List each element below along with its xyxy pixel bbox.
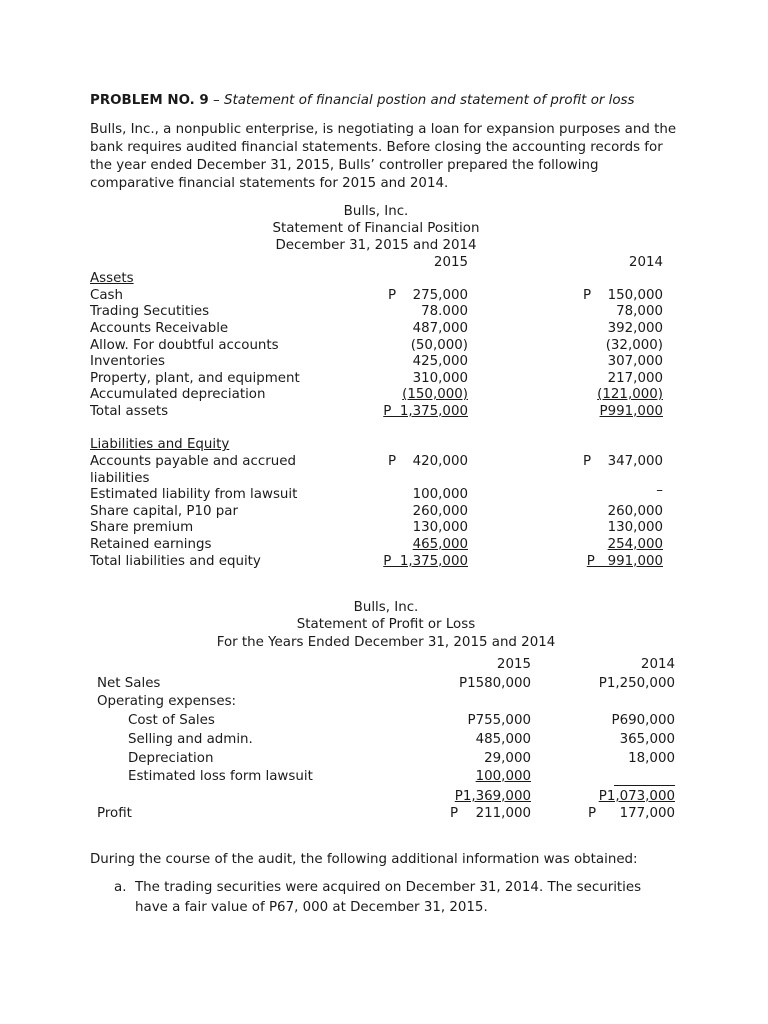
spl-title: Statement of Profit or Loss <box>296 617 476 632</box>
sfp-date: December 31, 2015 and 2014 <box>275 238 477 253</box>
opex-label: Depreciation <box>128 751 214 766</box>
sfp-year-2014: 2014 <box>628 255 663 270</box>
problem-dash: – <box>208 93 224 108</box>
asset-label: Cash <box>90 288 124 303</box>
opex-value-2015: 485,000 <box>475 732 531 747</box>
opex-value-2014: P690,000 <box>611 713 675 728</box>
problem-number: PROBLEM NO. 9 <box>90 93 209 108</box>
profit-2015-cell <box>450 806 531 822</box>
total-opex-2015: P1,369,000 <box>454 789 531 804</box>
liab-peso-2015: P <box>388 454 397 469</box>
liab-value-2015: P 1,375,000 <box>383 554 468 569</box>
liab-value-2015: 100,000 <box>412 487 468 502</box>
problem-title: Statement of financial postion and statement of profit or loss <box>223 93 635 108</box>
liab-value-2014: 260,000 <box>607 504 663 519</box>
spl-company: Bulls, Inc. <box>353 600 419 615</box>
asset-value-2014: 392,000 <box>607 321 663 336</box>
asset-label: Property, plant, and equipment <box>90 371 300 386</box>
liab-value-2014: 347,000 <box>607 454 663 469</box>
net-sales-label: Net Sales <box>97 676 161 691</box>
liab-label: Share premium <box>90 520 194 535</box>
opex-value-2014: 18,000 <box>628 751 675 766</box>
liab-value-2014: – <box>656 483 663 498</box>
profit-2014-cell <box>588 806 675 822</box>
opex-label: Selling and admin. <box>128 732 253 747</box>
spl-year-2014: 2014 <box>640 657 675 672</box>
liab-value-2015: 260,000 <box>412 504 468 519</box>
asset-label: Accumulated depreciation <box>90 387 266 402</box>
spl-period: For the Years Ended December 31, 2015 and 2014 <box>216 635 556 650</box>
asset-value-2014: 150,000 <box>607 288 663 303</box>
asset-label: Accounts Receivable <box>90 321 229 336</box>
opex-value-2015: P755,000 <box>467 713 531 728</box>
liab-label: Share capital, P10 par <box>90 504 238 519</box>
opex-heading: Operating expenses: <box>97 694 237 709</box>
opex-label: Cost of Sales <box>128 713 215 728</box>
asset-label: Total assets <box>90 404 169 419</box>
asset-value-2015: (50,000) <box>410 338 468 353</box>
asset-peso-2014: P <box>583 288 592 303</box>
liab-label: Retained earnings <box>90 537 212 552</box>
liab-value-2014: 254,000 <box>607 537 663 552</box>
asset-value-2015: 425,000 <box>412 354 468 369</box>
asset-value-2014: (121,000) <box>597 387 663 402</box>
note-line: The trading securities were acquired on December 31, 2014. The securities <box>135 880 642 895</box>
profit-value-2014: 177,000 <box>619 806 675 821</box>
net-sales-2015: P1580,000 <box>459 676 531 691</box>
profit-peso-2014: P <box>588 806 597 821</box>
asset-value-2015: 78.000 <box>421 304 468 319</box>
net-sales-2014: P1,250,000 <box>598 676 675 691</box>
asset-value-2015: (150,000) <box>402 387 468 402</box>
profit-label: Profit <box>97 806 132 821</box>
liab-peso-2014: P <box>583 454 592 469</box>
asset-value-2015: 275,000 <box>412 288 468 303</box>
problem-heading <box>90 93 635 109</box>
liab-value-2015: 130,000 <box>412 520 468 535</box>
liab-value-2014: P 991,000 <box>586 554 663 569</box>
profit-value-2015: 211,000 <box>475 806 531 821</box>
asset-peso-2015: P <box>388 288 397 303</box>
spl-year-2015: 2015 <box>496 657 531 672</box>
opex-value-2015: 100,000 <box>475 769 531 784</box>
asset-value-2014: 307,000 <box>607 354 663 369</box>
assets-heading: Assets <box>90 271 134 286</box>
note-line: have a fair value of P67, 000 at December 31, 2015. <box>135 900 488 915</box>
asset-value-2015: P 1,375,000 <box>383 404 468 419</box>
sfp-title: Statement of Financial Position <box>272 221 480 236</box>
note-marker: a. <box>114 880 127 895</box>
asset-value-2014: 217,000 <box>607 371 663 386</box>
asset-value-2015: 310,000 <box>412 371 468 386</box>
sfp-year-2015: 2015 <box>433 255 468 270</box>
liab-value-2015: 420,000 <box>412 454 468 469</box>
liab-value-2015: 465,000 <box>412 537 468 552</box>
liab-label-cont: liabilities <box>90 471 150 486</box>
opex-value-2015: 29,000 <box>484 751 531 766</box>
profit-peso-2015: P <box>450 806 459 821</box>
liab-label: Estimated liability from lawsuit <box>90 487 298 502</box>
asset-value-2014: 78,000 <box>616 304 663 319</box>
intro-paragraph: Bulls, Inc., a nonpublic enterprise, is negotiating a loan for expansion purposes and the bank requires audited financial statements. Before closing the accounting records for the year ended December 31, 2015, Bulls’ controller prepared the following comparative financial statements for 2015 and 2014. <box>90 122 677 191</box>
asset-label: Trading Secutities <box>90 304 210 319</box>
opex-value-2014: 365,000 <box>619 732 675 747</box>
total-opex-2014: P1,073,000 <box>598 789 675 804</box>
asset-value-2015: 487,000 <box>412 321 468 336</box>
asset-value-2014: P991,000 <box>599 404 663 419</box>
liab-label: Total liabilities and equity <box>90 554 261 569</box>
opex-label: Estimated loss form lawsuit <box>128 769 313 784</box>
sfp-company: Bulls, Inc. <box>343 204 409 219</box>
blank-underline <box>614 785 675 786</box>
asset-label: Allow. For doubtful accounts <box>90 338 279 353</box>
asset-label: Inventories <box>90 354 165 369</box>
liab-label: Accounts payable and accrued <box>90 454 296 469</box>
liab-heading: Liabilities and Equity <box>90 437 230 452</box>
asset-value-2014: (32,000) <box>605 338 663 353</box>
audit-intro: During the course of the audit, the following additional information was obtained: <box>90 852 638 867</box>
liab-value-2014: 130,000 <box>607 520 663 535</box>
